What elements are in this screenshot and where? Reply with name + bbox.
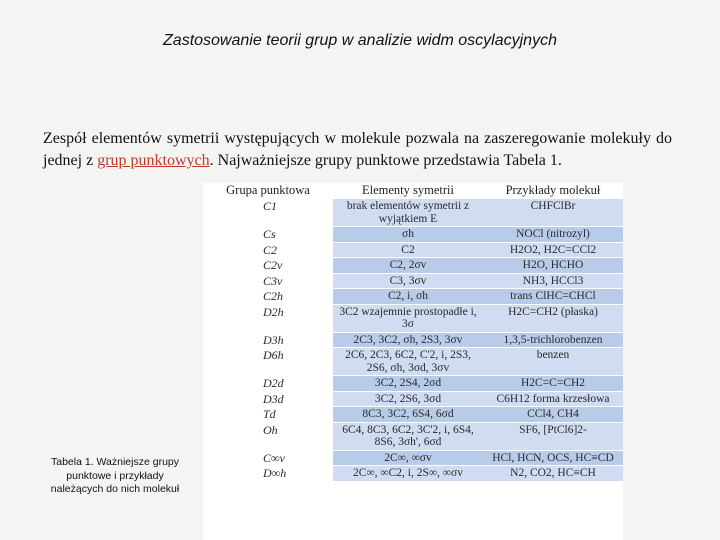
point-group-cell: D3h	[203, 332, 333, 348]
table-row	[203, 304, 623, 332]
point-group-cell: D2h	[203, 304, 333, 332]
point-group-cell: D3d	[203, 391, 333, 407]
point-group-cell: Oh	[203, 422, 333, 450]
symmetry-elements-cell: 2C6, 2C3, 6C2, C'2, i, 2S3, 2S6, σh, 3σd, 3σv	[333, 348, 483, 376]
symmetry-elements-cell: 6C4, 8C3, 6C2, 3C'2, i, 6S4, 8S6, 3σh', 6σd	[333, 422, 483, 450]
example-molecules-cell: NOCl (nitrozyl)	[483, 227, 623, 243]
table-row	[203, 422, 623, 450]
table-row	[203, 199, 623, 227]
symmetry-elements-cell: C2	[333, 242, 483, 258]
body-text-part1: Zespół elementów symetrii występujących w molekule pozwala na zaszeregowanie molekuły do jednej z	[43, 130, 672, 169]
point-group-cell: D6h	[203, 348, 333, 376]
point-group-cell: C2v	[203, 258, 333, 274]
example-molecules-cell: NH3, HCCl3	[483, 273, 623, 289]
symmetry-elements-cell: 2C∞, ∞C2, i, 2S∞, ∞σv	[333, 466, 483, 481]
table-row	[203, 242, 623, 258]
symmetry-elements-cell: 3C2 wzajemnie prostopadłe i, 3σ	[333, 304, 483, 332]
symmetry-elements-cell: σh	[333, 227, 483, 243]
symmetry-elements-cell: 8C3, 3C2, 6S4, 6σd	[333, 407, 483, 423]
symmetry-elements-cell: 3C2, 2S6, 3σd	[333, 391, 483, 407]
example-molecules-cell: H2C=CH2 (płaska)	[483, 304, 623, 332]
point-group-cell: C∞v	[203, 450, 333, 466]
table-row	[203, 258, 623, 274]
body-text-part2: . Najważniejsze grupy punktowe przedstawia Tabela 1.	[209, 152, 562, 169]
point-groups-link[interactable]: grup punktowych	[97, 152, 210, 169]
point-group-cell: C3v	[203, 273, 333, 289]
example-molecules-cell: 1,3,5-trichlorobenzen	[483, 332, 623, 348]
symmetry-elements-cell: 2C∞, ∞σv	[333, 450, 483, 466]
symmetry-elements-cell: C2, i, σh	[333, 289, 483, 305]
body-paragraph	[43, 128, 672, 172]
table-row	[203, 466, 623, 481]
point-group-cell: Cs	[203, 227, 333, 243]
example-molecules-cell: SF6, [PtCl6]2-	[483, 422, 623, 450]
point-group-cell: Td	[203, 407, 333, 423]
point-group-cell: C2h	[203, 289, 333, 305]
table-row	[203, 289, 623, 305]
example-molecules-cell: HCl, HCN, OCS, HC≡CD	[483, 450, 623, 466]
point-group-cell: D∞h	[203, 466, 333, 481]
example-molecules-cell: N2, CO2, HC≡CH	[483, 466, 623, 481]
example-molecules-cell: CHFClBr	[483, 199, 623, 227]
table-row	[203, 348, 623, 376]
table-caption: Tabela 1. Ważniejsze grupy punktowe i przykłady należących do nich molekuł	[50, 456, 180, 495]
symmetry-elements-cell: C3, 3σv	[333, 273, 483, 289]
symmetry-elements-cell: 3C2, 2S4, 2σd	[333, 376, 483, 392]
example-molecules-cell: H2O2, H2C=CCl2	[483, 242, 623, 258]
point-group-cell: C2	[203, 242, 333, 258]
slide-title: Zastosowanie teorii grup w analizie widm oscylacyjnych	[163, 32, 557, 49]
symmetry-elements-cell: brak elementów symetrii z wyjątkiem E	[333, 199, 483, 227]
point-groups-table	[203, 183, 623, 540]
table-header-row	[203, 183, 623, 199]
example-molecules-cell: CCl4, CH4	[483, 407, 623, 423]
header-point-group: Grupa punktowa	[226, 183, 310, 197]
symmetry-elements-cell: 2C3, 3C2, σh, 2S3, 3σv	[333, 332, 483, 348]
header-symmetry-elements: Elementy symetrii	[362, 183, 454, 197]
example-molecules-cell: C6H12 forma krzesłowa	[483, 391, 623, 407]
example-molecules-cell: H2C=C=CH2	[483, 376, 623, 392]
table-row	[203, 391, 623, 407]
example-molecules-cell: H2O, HCHO	[483, 258, 623, 274]
table-row	[203, 227, 623, 243]
table-row	[203, 450, 623, 466]
point-group-cell: D2d	[203, 376, 333, 392]
table-row	[203, 407, 623, 423]
table-row	[203, 273, 623, 289]
header-example-molecules: Przykłady molekuł	[505, 183, 601, 197]
symmetry-elements-cell: C2, 2σv	[333, 258, 483, 274]
table-row	[203, 332, 623, 348]
example-molecules-cell: trans ClHC=CHCl	[483, 289, 623, 305]
table-row	[203, 376, 623, 392]
example-molecules-cell: benzen	[483, 348, 623, 376]
point-group-cell: C1	[203, 199, 333, 227]
